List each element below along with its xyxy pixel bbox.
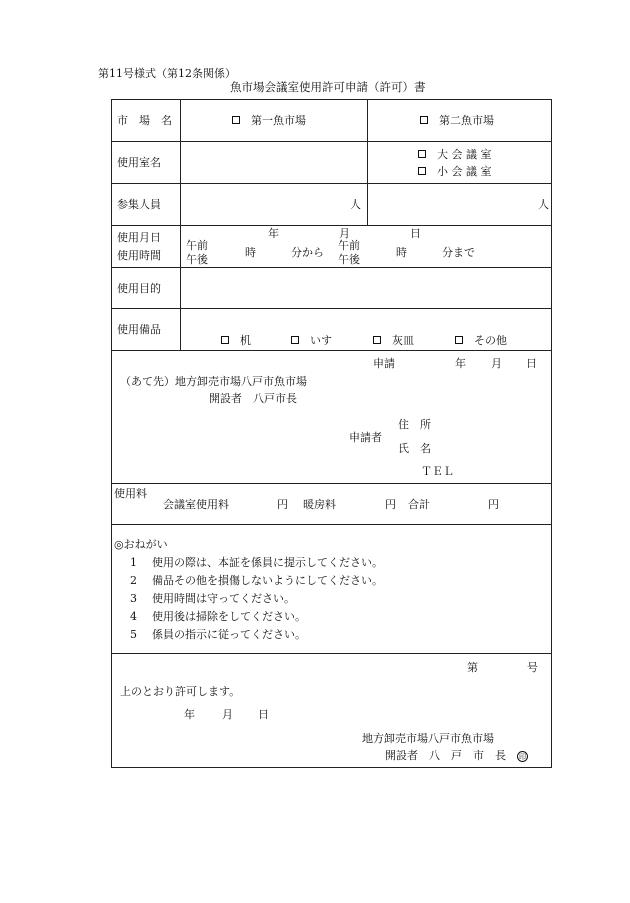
attendees-unit-1: 人: [350, 198, 361, 211]
row-divider: [111, 653, 552, 654]
checkbox-icon[interactable]: [418, 167, 426, 175]
room-fee-yen: 円: [277, 498, 288, 511]
date-month: 月: [339, 227, 350, 240]
form-number: 第11号様式（第12条関係）: [98, 67, 236, 80]
row-divider: [111, 225, 552, 226]
checkbox-icon[interactable]: [373, 336, 381, 344]
heating-fee-label: 暖房料: [303, 498, 336, 511]
apply-year: 年: [455, 357, 466, 370]
permit-year: 年: [184, 708, 195, 721]
request-num: 2: [130, 574, 137, 587]
date-label: 使用月日: [117, 231, 161, 244]
request-text: 使用の際は、本証を係員に提示してください。: [152, 556, 383, 569]
to-pm: 午後: [338, 253, 360, 266]
permit-dai: 第: [467, 661, 478, 674]
equipment-desk[interactable]: 机: [221, 335, 251, 346]
opener: 開設者 八戸市長: [209, 392, 297, 405]
request-text: 備品その他を損傷しないようにしてください。: [152, 574, 383, 587]
issuer-market: 地方卸売市場八戸市魚市場: [362, 732, 494, 745]
request-num: 5: [130, 628, 137, 641]
from-am: 午前: [186, 239, 208, 252]
request-num: 1: [130, 556, 137, 569]
permit-day: 日: [258, 708, 269, 721]
checkbox-icon[interactable]: [455, 336, 463, 344]
issuer-opener: 開設者 八 戸 市 長 印: [385, 749, 526, 762]
market-option-2[interactable]: 第二魚市場: [420, 115, 494, 126]
form-title: 魚市場会議室使用許可申請（許可）書: [230, 80, 426, 94]
permit-go: 号: [527, 661, 538, 674]
market-label: 市 場 名: [117, 114, 172, 127]
from-minute: 分から: [291, 246, 324, 259]
row-divider: [111, 141, 552, 142]
fees-label: 使用料: [114, 487, 147, 500]
address-label: 住 所: [398, 418, 431, 431]
attendees-unit-2: 人: [538, 198, 549, 211]
request-text: 使用後は掃除をしてください。: [152, 610, 306, 623]
heating-fee-yen: 円: [385, 498, 396, 511]
to-hour: 時: [396, 246, 407, 259]
date-year: 年: [268, 227, 279, 240]
apply-day: 日: [526, 357, 537, 370]
room-label: 使用室名: [117, 156, 161, 169]
name-label: 氏 名: [398, 442, 431, 455]
row-divider: [111, 483, 552, 484]
room-option-1[interactable]: 大 会 議 室: [418, 149, 492, 160]
checkbox-icon[interactable]: [232, 116, 240, 124]
row-divider: [111, 524, 552, 525]
requests-title: ◎おねがい: [114, 538, 168, 551]
row-divider: [111, 308, 552, 309]
permit-text: 上のとおり許可します。: [120, 685, 241, 698]
addressee: （あて先）地方卸売市場八戸市魚市場: [120, 375, 307, 388]
label-column-divider: [180, 99, 181, 350]
attendees-label: 参集人員: [117, 198, 161, 211]
equipment-label: 使用備品: [117, 323, 161, 336]
total-label: 合計: [408, 498, 430, 511]
request-text: 使用時間は守ってください。: [152, 592, 295, 605]
from-hour: 時: [245, 246, 256, 259]
market-column-divider: [367, 99, 368, 225]
market-option-1[interactable]: 第一魚市場: [232, 115, 306, 126]
form-table: [111, 99, 552, 768]
room-fee-label: 会議室使用料: [163, 498, 229, 511]
apply-label: 申請: [373, 357, 395, 370]
equipment-other[interactable]: その他: [455, 335, 507, 346]
total-yen: 円: [488, 498, 499, 511]
date-day: 日: [410, 227, 421, 240]
checkbox-icon[interactable]: [221, 336, 229, 344]
to-minute: 分まで: [442, 246, 475, 259]
checkbox-icon[interactable]: [420, 116, 428, 124]
row-divider: [111, 267, 552, 268]
tel-label: ＴＥＬ: [421, 465, 454, 478]
row-divider: [111, 183, 552, 184]
equipment-ashtray[interactable]: 灰皿: [373, 335, 414, 346]
from-pm: 午後: [186, 253, 208, 266]
request-num: 3: [130, 592, 137, 605]
request-num: 4: [130, 610, 137, 623]
equipment-chair[interactable]: いす: [291, 335, 332, 346]
checkbox-icon[interactable]: [418, 150, 426, 158]
row-divider: [111, 350, 552, 351]
purpose-label: 使用目的: [117, 282, 161, 295]
applicant-label: 申請者: [349, 431, 382, 444]
to-am: 午前: [338, 239, 360, 252]
request-text: 係員の指示に従ってください。: [152, 628, 306, 641]
time-label: 使用時間: [117, 249, 161, 262]
checkbox-icon[interactable]: [291, 336, 299, 344]
seal-icon: 印: [519, 753, 526, 761]
apply-month: 月: [491, 357, 502, 370]
room-option-2[interactable]: 小 会 議 室: [418, 166, 492, 177]
permit-month: 月: [222, 708, 233, 721]
